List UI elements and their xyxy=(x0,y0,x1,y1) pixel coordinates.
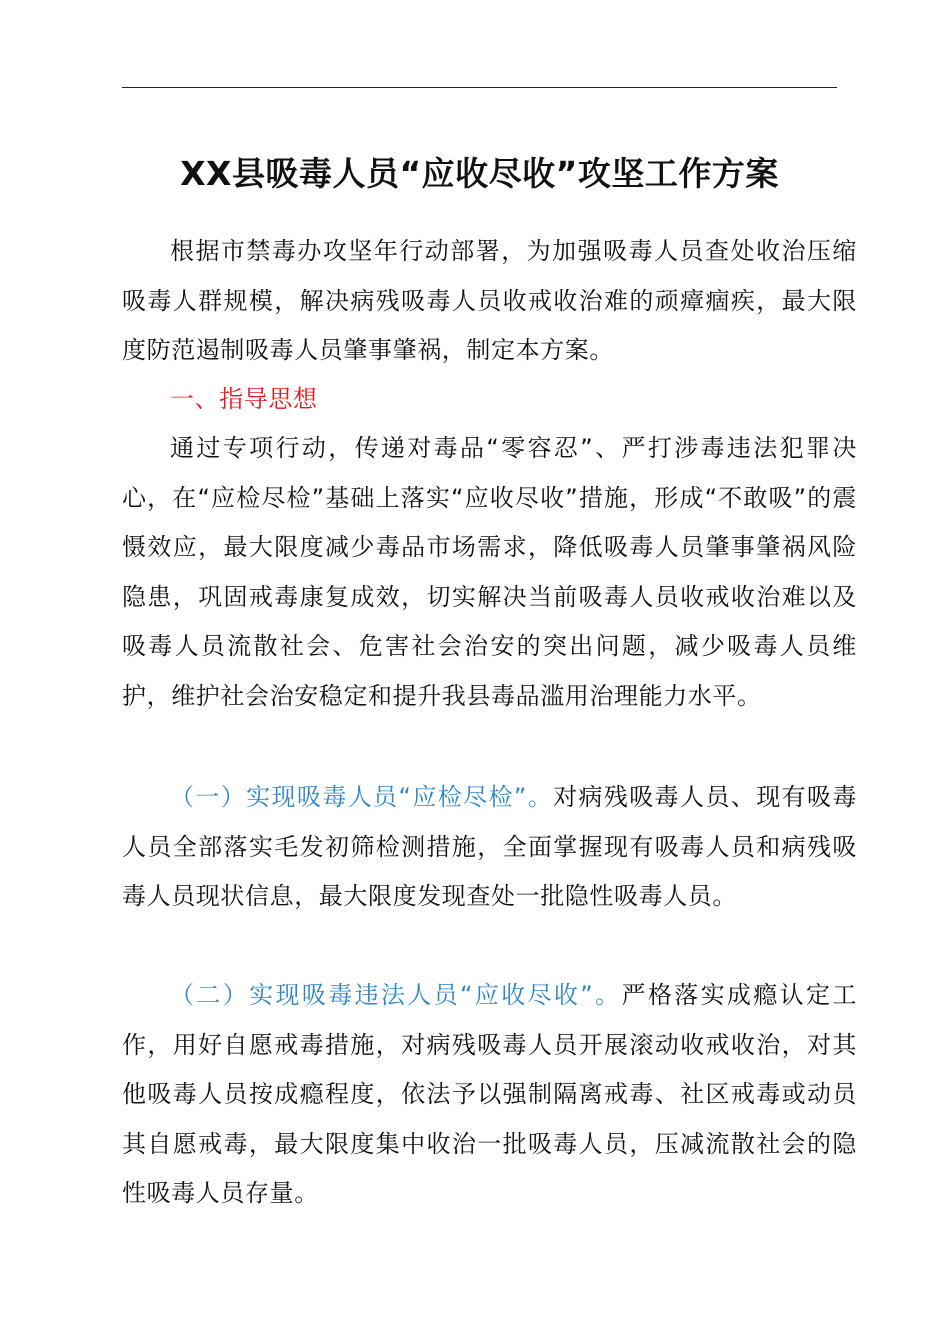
intro-paragraph: 根据市禁毒办攻坚年行动部署，为加强吸毒人员查处收治压缩吸毒人群规模，解决病残吸毒人员收戒收治难的顽瘴痼疾，最大限度防范遏制吸毒人员肇事肇祸，制定本方案。 xyxy=(122,237,857,364)
item-body-2: 严格落实成瘾认定工作，用好自愿戒毒措施，对病残吸毒人员开展滚动收戒收治，对其他吸毒人员按成瘾程度，依法予以强制隔离戒毒、社区戒毒或动员其自愿戒毒，最大限度集中收治一批吸毒人员，压减流散社会的隐性吸毒人员存量。 xyxy=(122,981,857,1207)
item-paragraph-1 xyxy=(122,773,857,922)
item-heading-2: （二）实现吸毒违法人员“应收尽收”。 xyxy=(170,981,622,1009)
item-paragraph-2 xyxy=(122,971,857,1219)
section-heading-guiding-ideology: 一、指导思想 xyxy=(170,385,318,413)
item-body-1: 对病残吸毒人员、现有吸毒人员全部落实毛发初筛检测措施，全面掌握现有吸毒人员和病残吸毒人员现状信息，最大限度发现查处一批隐性吸毒人员。 xyxy=(122,783,857,910)
header-rule xyxy=(122,87,837,88)
section-body-guiding-ideology: 通过专项行动，传递对毒品“零容忍”、严打涉毒违法犯罪决心，在“应检尽检”基础上落实“应收尽收”措施，形成“不敢吸”的震慑效应，最大限度减少毒品市场需求，降低吸毒人员肇事肇祸风险隐患，巩固戒毒康复成效，切实解决当前吸毒人员收戒收治难以及吸毒人员流散社会、危害社会治安的突出问题，减少吸毒人员维护，维护社会治安稳定和提升我县毒品滥用治理能力水平。 xyxy=(122,434,857,710)
document-title: XX县吸毒人员“应收尽收”攻坚工作方案 xyxy=(180,154,779,193)
item-heading-1: （一）实现吸毒人员“应检尽检”。 xyxy=(170,783,554,811)
